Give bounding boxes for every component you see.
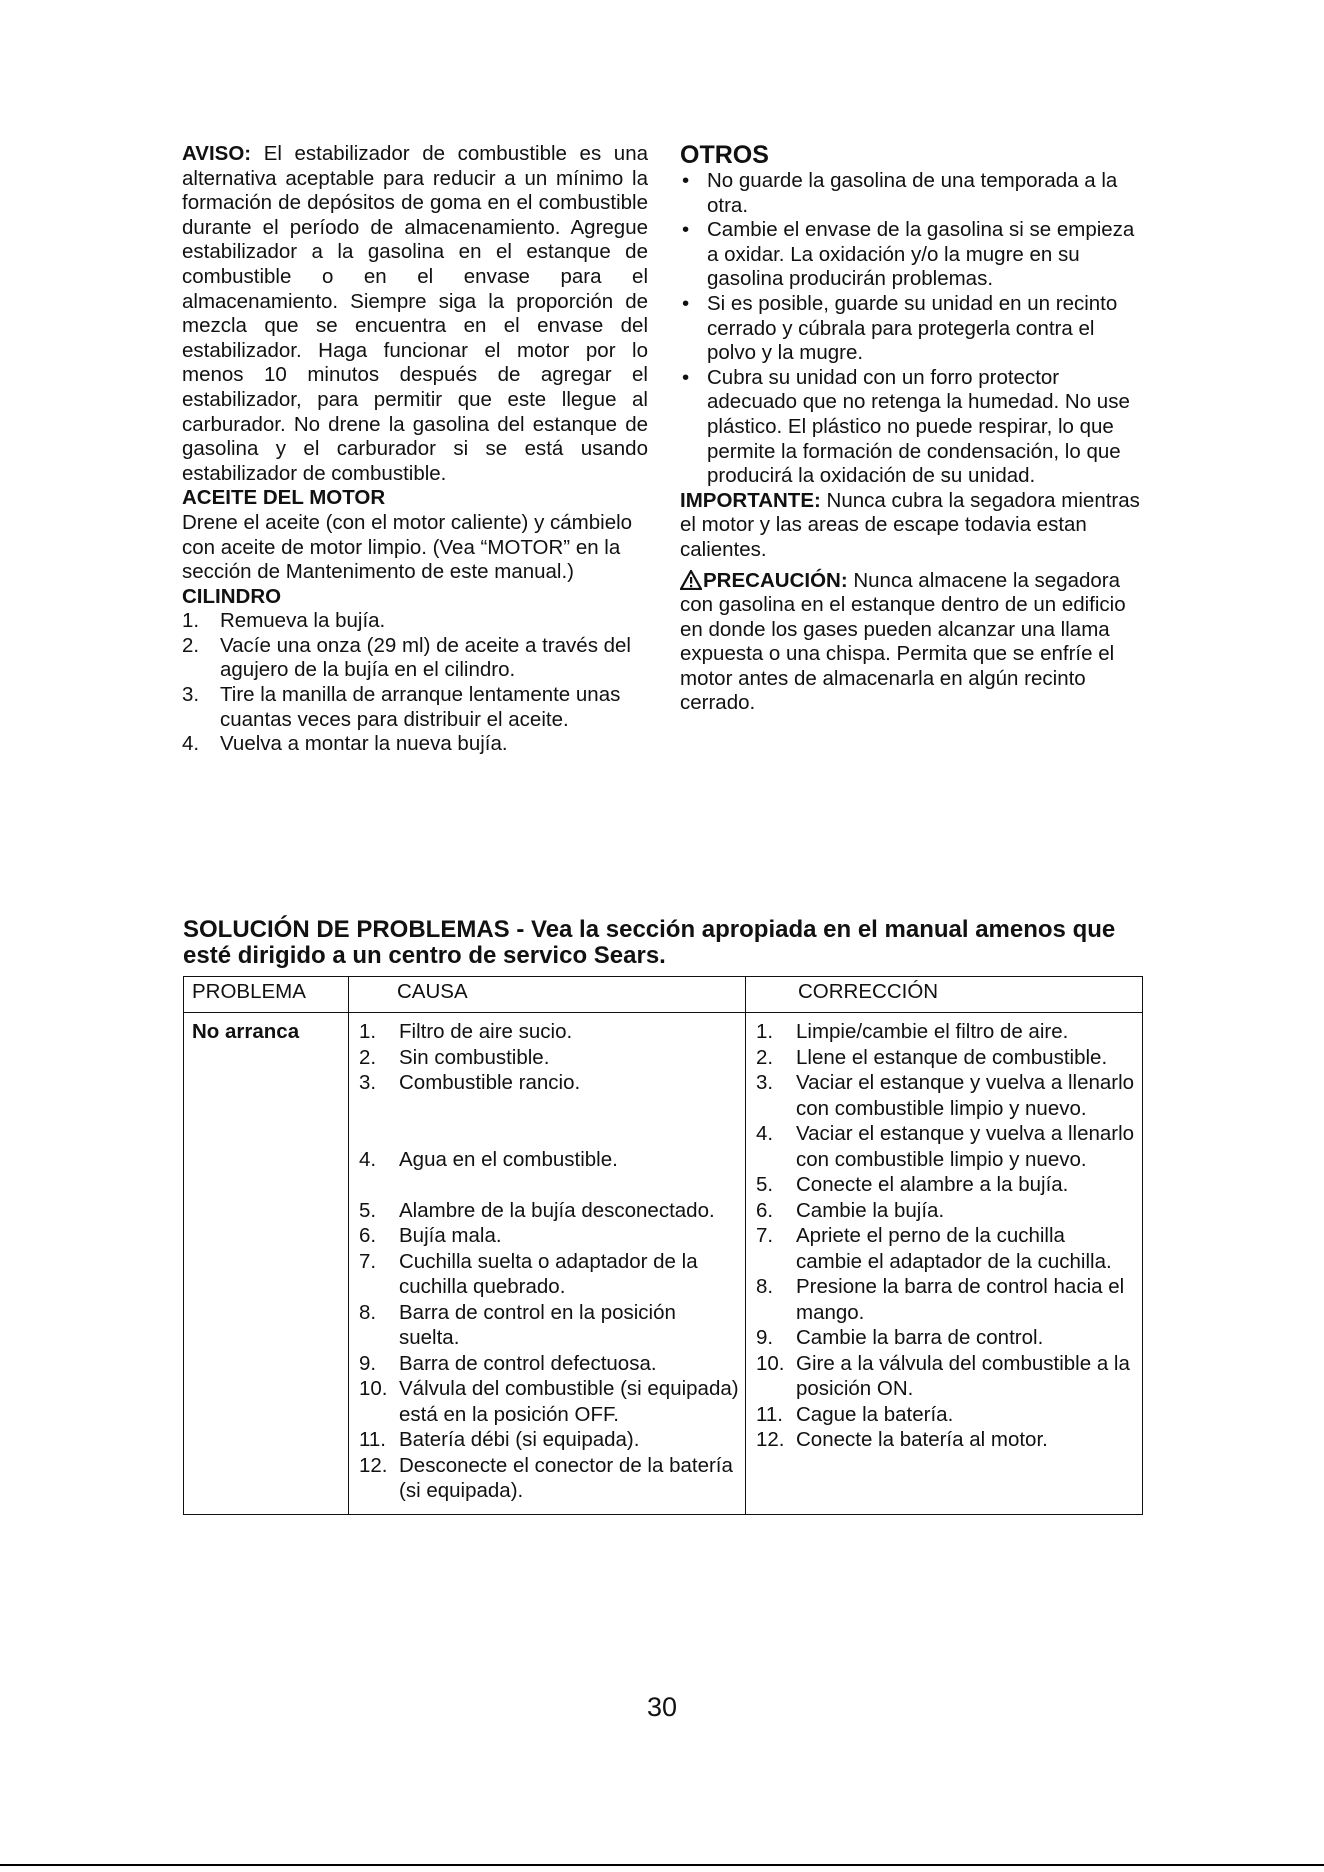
precaucion-paragraph (680, 569, 1144, 717)
causa-item (355, 1045, 739, 1071)
correccion-item (752, 1223, 1136, 1274)
causa-number: 3. (359, 1071, 377, 1094)
correccion-number: 12. (756, 1428, 785, 1451)
otros-item-text: Cambie el envase de la gasolina si se empieza a oxidar. La oxidación y/o la mugre en su gasolina producirán problemas. (707, 218, 1135, 291)
step-number: 2. (182, 633, 200, 657)
correccion-item (752, 1351, 1136, 1402)
causa-number: 5. (359, 1198, 377, 1222)
table-header-row (184, 977, 1143, 1013)
bullet-icon: • (682, 291, 690, 315)
causa-item (355, 1147, 739, 1173)
causa-text: Filtro de aire sucio. (399, 1020, 573, 1043)
bullet-icon: • (682, 169, 690, 192)
correccion-text: Apriete el perno de la cuchilla cambie el adaptador de la cuchilla. (796, 1224, 1112, 1273)
correccion-item (752, 1427, 1136, 1453)
causa-number: 12. (359, 1453, 388, 1477)
warning-triangle-icon (680, 570, 702, 590)
header-problema: PROBLEMA (184, 977, 349, 1013)
causa-text: Sin combustible. (399, 1045, 550, 1069)
correccion-item (752, 1198, 1136, 1224)
causa-text: Cuchilla suelta o adaptador de la cuchilla quebrado. (399, 1249, 698, 1298)
importante-paragraph (680, 489, 1144, 563)
correccion-text: Conecte el alambre a la bujía. (796, 1173, 1069, 1196)
correccion-text: Cambie la barra de control. (796, 1326, 1044, 1349)
correccion-text: Limpie/cambie el filtro de aire. (796, 1020, 1069, 1043)
step-number: 3. (182, 683, 200, 707)
causa-item (355, 1070, 739, 1096)
causa-number: 4. (359, 1147, 377, 1171)
correccion-text: Conecte la batería al motor. (796, 1428, 1048, 1451)
aceite-text: Drene el aceite (con el motor caliente) y cámbielo con aceite de motor limpio. (Vea “MOTOR” en la sección de Mantenimento de este manual.) (182, 510, 633, 584)
problem-cell: No arranca (184, 1013, 349, 1515)
otros-item (680, 366, 1144, 489)
correccion-item (752, 1045, 1136, 1071)
cilindro-step (182, 732, 648, 757)
causa-item (355, 1249, 739, 1300)
correccion-text: Presione la barra de control hacia el mango. (796, 1275, 1125, 1324)
aviso-paragraph (182, 142, 648, 486)
correccion-text: Vaciar el estanque y vuelva a llenarlo con combustible limpio y nuevo. (796, 1071, 1135, 1120)
causa-item (355, 1427, 739, 1453)
causa-number: 1. (359, 1020, 377, 1043)
precaucion-label: PRECAUCIÓN: (703, 568, 848, 592)
correccion-number: 10. (756, 1351, 785, 1375)
otros-item-text: Si es posible, guarde su unidad en un recinto cerrado y cúbrala para protegerla contra el polvo y la mugre. (707, 291, 1118, 365)
correccion-number: 7. (756, 1224, 774, 1247)
causa-text: Bujía mala. (399, 1224, 502, 1247)
cilindro-step (182, 609, 648, 634)
otros-item (680, 218, 1144, 292)
causa-text: Barra de control en la posición suelta. (399, 1300, 676, 1349)
troubleshooting-title: SOLUCIÓN DE PROBLEMAS - Vea la sección apropiada en el manual amenos que esté dirigido a un centro de servico Sears. (183, 916, 1116, 969)
correccion-number: 5. (756, 1173, 774, 1196)
left-column (182, 142, 648, 757)
causa-item (355, 1453, 739, 1504)
correccion-cell (746, 1013, 1143, 1515)
step-number: 4. (182, 732, 200, 756)
causa-item (355, 1351, 739, 1377)
precaucion-text: Nunca almacene la segadora con gasolina en el estanque dentro de un edificio en donde los gases pueden alcanzar una llama expuesta o una chispa. Permita que se enfríe el motor antes de almacenarla en algún recinto cerrado. (680, 568, 1126, 715)
correccion-number: 1. (756, 1020, 774, 1043)
aviso-text: El estabilizador de combustible es una alternativa aceptable para reducir a un mínimo la formación de depósitos de goma en el combustible durante el período de almacenamiento. Agregue estabilizador a la gasolina en el estanque de combustible o en el envase para el almacenamiento. Siempre siga la proporción de mezcla que se encuentra en el envase del estabilizador. Haga funcionar el motor por lo menos 10 minutos después de agregar el estabilizador, para permitir que este llegue al carburador. No drene la gasolina del estanque de gasolina y el carburador si se está usando estabilizador de combustible. (182, 142, 648, 485)
step-text: Remueva la bujía. (220, 609, 386, 633)
right-column (680, 142, 1144, 716)
causa-number: 2. (359, 1045, 377, 1069)
otros-item-text: No guarde la gasolina de una temporada a la otra. (707, 169, 1118, 217)
importante-label: IMPORTANTE: (680, 488, 821, 512)
cilindro-step (182, 634, 648, 683)
causa-list (355, 1019, 739, 1504)
correccion-item (752, 1019, 1136, 1045)
header-correccion: CORRECCIÓN (746, 977, 1143, 1013)
causa-item (355, 1019, 739, 1045)
otros-item (680, 169, 1144, 218)
page-number: 30 (646, 1692, 678, 1722)
correccion-text: Vaciar el estanque y vuelva a llenarlo con combustible limpio y nuevo. (796, 1122, 1135, 1171)
causa-text: Alambre de la bujía desconectado. (399, 1198, 715, 1222)
causa-item (355, 1376, 739, 1427)
correccion-number: 3. (756, 1071, 774, 1094)
cilindro-steps (182, 609, 648, 757)
step-text: Vuelva a montar la nueva bujía. (220, 732, 508, 756)
step-number: 1. (182, 609, 200, 633)
table-row (184, 1013, 1143, 1515)
correccion-text: Cague la batería. (796, 1402, 954, 1426)
causa-item (355, 1300, 739, 1351)
causa-text: Válvula del combustible (si equipada) está en la posición OFF. (399, 1377, 739, 1426)
troubleshooting-table (183, 976, 1143, 1515)
causa-number: 8. (359, 1300, 377, 1324)
importante-text: Nunca cubra la segadora mientras el motor y las areas de escape todavia estan calientes. (680, 488, 1140, 561)
causa-cell (349, 1013, 746, 1515)
causa-text: Barra de control defectuosa. (399, 1351, 657, 1375)
correccion-list (752, 1019, 1136, 1453)
otros-item (680, 292, 1144, 366)
causa-text: Agua en el combustible. (399, 1147, 618, 1171)
causa-number: 10. (359, 1377, 388, 1400)
causa-number: 11. (359, 1428, 386, 1451)
correccion-number: 8. (756, 1275, 774, 1298)
correccion-item (752, 1274, 1136, 1325)
correccion-text: Llene el estanque de combustible. (796, 1045, 1108, 1069)
step-text: Vacíe una onza (29 ml) de aceite a través del agujero de la bujía en el cilindro. (220, 633, 631, 682)
causa-number: 9. (359, 1351, 377, 1375)
aviso-label: AVISO: (182, 142, 252, 165)
otros-item-text: Cubra su unidad con un forro protector adecuado que no retenga la humedad. No use plástico. El plástico no puede respirar, lo que permite la formación de condensación, lo que producirá la oxidación de su unidad. (707, 365, 1130, 488)
aceite-heading: ACEITE DEL MOTOR (182, 486, 386, 510)
correccion-item (752, 1325, 1136, 1351)
correccion-item (752, 1070, 1136, 1121)
bullet-icon: • (682, 365, 690, 389)
causa-text: Desconecte el conector de la batería (si equipada). (399, 1453, 733, 1502)
correccion-item (752, 1172, 1136, 1198)
otros-list (680, 169, 1144, 489)
causa-text: Combustible rancio. (399, 1071, 581, 1094)
cilindro-step (182, 683, 648, 732)
correccion-number: 9. (756, 1326, 774, 1349)
step-text: Tire la manilla de arranque lentamente unas cuantas veces para distribuir el aceite. (220, 683, 621, 731)
causa-text: Batería débi (si equipada). (399, 1428, 640, 1451)
causa-number: 6. (359, 1224, 377, 1247)
correccion-number: 4. (756, 1122, 774, 1145)
page-bottom-rule (0, 1864, 1324, 1866)
causa-item (355, 1198, 739, 1224)
correccion-text: Cambie la bujía. (796, 1198, 945, 1222)
causa-item (355, 1223, 739, 1249)
correccion-number: 11. (756, 1402, 783, 1426)
correccion-item (752, 1402, 1136, 1428)
correccion-number: 2. (756, 1045, 774, 1069)
correccion-number: 6. (756, 1198, 774, 1222)
correccion-text: Gire a la válvula del combustible a la posición ON. (796, 1351, 1130, 1400)
bullet-icon: • (682, 218, 690, 242)
causa-number: 7. (359, 1249, 377, 1273)
cilindro-heading: CILINDRO (182, 584, 282, 608)
correccion-item (752, 1121, 1136, 1172)
otros-heading: OTROS (680, 141, 769, 169)
header-causa: CAUSA (349, 977, 746, 1013)
